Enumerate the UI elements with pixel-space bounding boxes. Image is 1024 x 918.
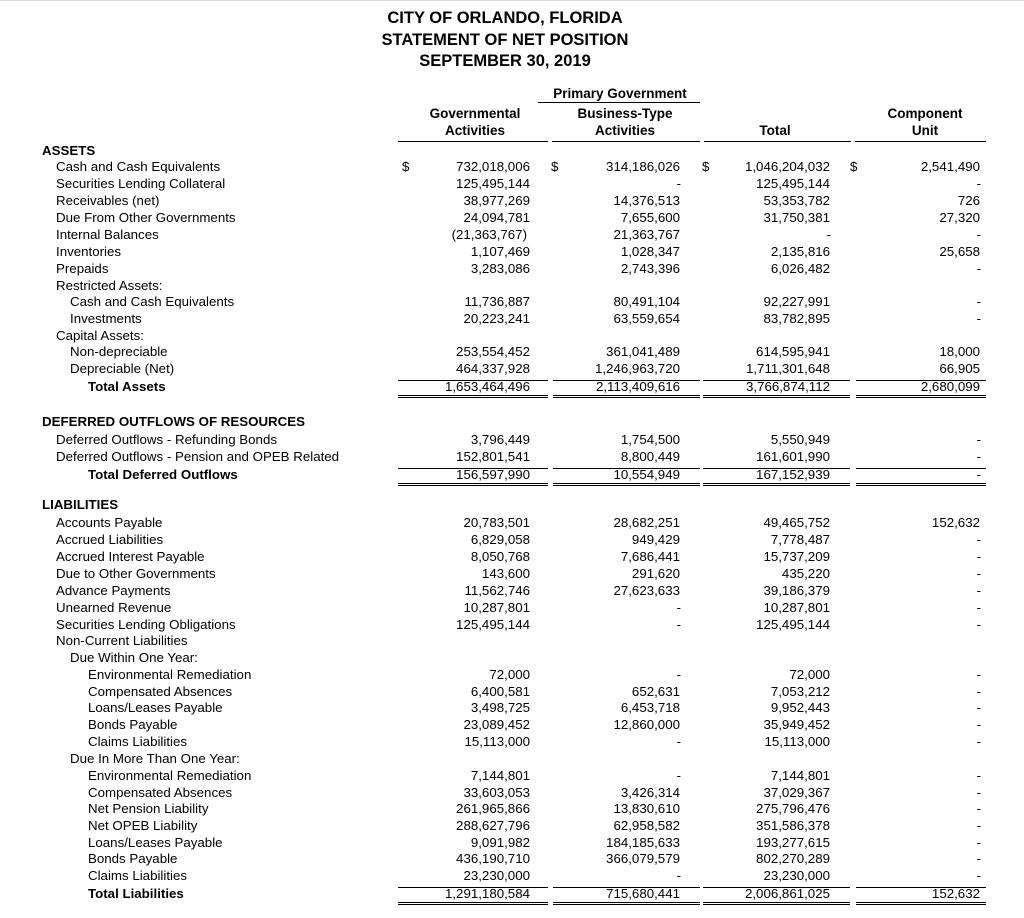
cell-bonds-payable-governmental: 23,089,452 xyxy=(463,717,530,732)
currency-symbol-component-unit: $ xyxy=(850,159,858,174)
cell-loans-leases-payable-business-type: 184,185,633 xyxy=(606,835,680,850)
cell-due-from-other-governments-business-type: 7,655,600 xyxy=(620,210,680,225)
cell-investments-total: 83,782,895 xyxy=(763,311,830,326)
cell-inventories-governmental: 1,107,469 xyxy=(470,244,530,259)
cell-due-from-other-governments-total: 31,750,381 xyxy=(763,210,830,225)
cell-depreciable-net-component-unit: 66,905 xyxy=(939,361,980,376)
cell-deferred-outflows-refunding-bonds-governmental: 3,796,449 xyxy=(470,432,530,447)
cell-securities-lending-obligations-total: 125,495,144 xyxy=(756,617,830,632)
cell-accrued-interest-payable-business-type: 7,686,441 xyxy=(620,549,680,564)
row-label-claims-liabilities: Claims Liabilities xyxy=(88,868,188,883)
component-unit-header-line2: Unit xyxy=(911,123,939,138)
row-label-compensated-absences: Compensated Absences xyxy=(88,785,233,800)
business-type-header-line2: Activities xyxy=(594,123,656,138)
row-label-bonds-payable: Bonds Payable xyxy=(88,851,178,866)
cell-depreciable-net-governmental: 464,337,928 xyxy=(456,361,530,376)
cell-inventories-total: 2,135,816 xyxy=(770,244,830,259)
cell-total-deferred-outflows-total: 167,152,939 xyxy=(756,467,830,482)
cell-net-opeb-liability-business-type: 62,958,582 xyxy=(613,818,680,833)
cell-cash-and-cash-equivalents-business-type: 80,491,104 xyxy=(613,294,680,309)
cell-total-deferred-outflows-business-type: 10,554,949 xyxy=(613,467,680,482)
cell-net-opeb-liability-governmental: 288,627,796 xyxy=(456,818,530,833)
cell-accrued-interest-payable-total: 15,737,209 xyxy=(763,549,830,564)
cell-bonds-payable-governmental: 436,190,710 xyxy=(456,851,530,866)
cell-receivables-net-total: 53,353,782 xyxy=(763,193,830,208)
cell-unearned-revenue-governmental: 10,287,801 xyxy=(463,600,530,615)
cell-loans-leases-payable-total: 193,277,615 xyxy=(756,835,830,850)
cell-accrued-liabilities-governmental: 6,829,058 xyxy=(470,532,530,547)
row-label-environmental-remediation: Environmental Remediation xyxy=(88,667,252,682)
row-label-restricted-assets: Restricted Assets: xyxy=(56,278,163,293)
cell-net-pension-liability-total: 275,796,476 xyxy=(756,801,830,816)
row-label-depreciable-net: Depreciable (Net) xyxy=(70,361,175,376)
row-label-deferred-outflows-refunding-bonds: Deferred Outflows - Refunding Bonds xyxy=(56,432,277,447)
row-label-due-from-other-governments: Due From Other Governments xyxy=(56,210,236,225)
cell-bonds-payable-business-type: 12,860,000 xyxy=(613,717,680,732)
row-label-assets: ASSETS xyxy=(42,143,96,158)
cell-securities-lending-obligations-business-type: - xyxy=(676,617,681,632)
row-label-deferred-outflows-pension-and-opeb-related: Deferred Outflows - Pension and OPEB Related xyxy=(56,449,340,464)
row-label-cash-and-cash-equivalents: Cash and Cash Equivalents xyxy=(56,159,221,174)
cell-accrued-liabilities-business-type: 949,429 xyxy=(631,532,680,547)
cell-receivables-net-business-type: 14,376,513 xyxy=(613,193,680,208)
cell-accrued-interest-payable-governmental: 8,050,768 xyxy=(470,549,530,564)
cell-net-pension-liability-component-unit: - xyxy=(976,801,981,816)
cell-deferred-outflows-refunding-bonds-component-unit: - xyxy=(976,432,981,447)
cell-total-liabilities-governmental: 1,291,180,584 xyxy=(444,886,530,901)
cell-prepaids-component-unit: - xyxy=(976,261,981,276)
cell-deferred-outflows-pension-and-opeb-related-total: 161,601,990 xyxy=(756,449,830,464)
row-label-compensated-absences: Compensated Absences xyxy=(88,684,233,699)
cell-compensated-absences-governmental: 33,603,053 xyxy=(463,785,530,800)
cell-unearned-revenue-total: 10,287,801 xyxy=(763,600,830,615)
row-label-securities-lending-obligations: Securities Lending Obligations xyxy=(56,617,236,632)
cell-total-liabilities-total: 2,006,861,025 xyxy=(744,886,830,901)
cell-claims-liabilities-business-type: - xyxy=(676,734,681,749)
business-type-header-line1: Business-Type xyxy=(577,106,673,121)
cell-net-opeb-liability-component-unit: - xyxy=(976,818,981,833)
cell-advance-payments-component-unit: - xyxy=(976,583,981,598)
row-label-liabilities: LIABILITIES xyxy=(42,497,119,512)
cell-cash-and-cash-equivalents-governmental: 11,736,887 xyxy=(464,294,530,309)
cell-depreciable-net-total: 1,711,301,648 xyxy=(745,361,830,376)
cell-receivables-net-component-unit: 726 xyxy=(957,193,980,208)
cell-accounts-payable-component-unit: 152,632 xyxy=(931,515,980,530)
total-header-rule xyxy=(704,141,851,142)
cell-advance-payments-total: 39,186,379 xyxy=(763,583,830,598)
governmental-header-line2: Activities xyxy=(444,123,506,138)
governmental-header-line1: Governmental xyxy=(429,106,521,121)
cell-accrued-liabilities-component-unit: - xyxy=(976,532,981,547)
cell-cash-and-cash-equivalents-total: 1,046,204,032 xyxy=(744,159,830,174)
page-top-border xyxy=(0,0,1024,1)
cell-deferred-outflows-pension-and-opeb-related-governmental: 152,801,541 xyxy=(456,449,530,464)
row-label-loans-leases-payable: Loans/Leases Payable xyxy=(88,835,223,850)
business-type-header-rule xyxy=(552,141,700,142)
row-label-total-assets: Total Assets xyxy=(88,379,166,394)
cell-bonds-payable-total: 35,949,452 xyxy=(763,717,830,732)
cell-prepaids-total: 6,026,482 xyxy=(770,261,830,276)
cell-total-assets-component-unit: 2,680,099 xyxy=(920,379,980,394)
cell-deferred-outflows-pension-and-opeb-related-business-type: 8,800,449 xyxy=(620,449,680,464)
row-label-net-pension-liability: Net Pension Liability xyxy=(88,801,209,816)
cell-cash-and-cash-equivalents-business-type: 314,186,026 xyxy=(606,159,680,174)
row-label-non-current-liabilities: Non-Current Liabilities xyxy=(56,633,188,648)
cell-loans-leases-payable-business-type: 6,453,718 xyxy=(620,700,680,715)
cell-bonds-payable-component-unit: - xyxy=(976,851,981,866)
cell-internal-balances-total: - xyxy=(826,227,831,242)
row-label-deferred-outflows-of-resources: DEFERRED OUTFLOWS OF RESOURCES xyxy=(42,414,305,429)
cell-inventories-business-type: 1,028,347 xyxy=(620,244,680,259)
cell-total-assets-business-type: 2,113,409,616 xyxy=(595,379,680,394)
cell-securities-lending-obligations-component-unit: - xyxy=(976,617,981,632)
cell-inventories-component-unit: 25,658 xyxy=(939,244,980,259)
cell-total-assets-total: 3,766,874,112 xyxy=(745,379,830,394)
cell-deferred-outflows-pension-and-opeb-related-component-unit: - xyxy=(976,449,981,464)
cell-cash-and-cash-equivalents-component-unit: - xyxy=(976,294,981,309)
cell-environmental-remediation-total: 7,144,801 xyxy=(770,768,830,783)
cell-cash-and-cash-equivalents-total: 92,227,991 xyxy=(763,294,830,309)
row-label-net-opeb-liability: Net OPEB Liability xyxy=(88,818,198,833)
cell-loans-leases-payable-governmental: 3,498,725 xyxy=(470,700,530,715)
row-label-due-to-other-governments: Due to Other Governments xyxy=(56,566,216,581)
total-header: Total xyxy=(759,123,791,138)
cell-bonds-payable-total: 802,270,289 xyxy=(756,851,830,866)
cell-environmental-remediation-business-type: - xyxy=(676,768,681,783)
cell-non-depreciable-component-unit: 18,000 xyxy=(939,344,980,359)
row-label-internal-balances: Internal Balances xyxy=(56,227,159,242)
cell-securities-lending-collateral-governmental: 125,495,144 xyxy=(456,176,530,191)
primary-government-rule xyxy=(538,102,700,103)
cell-cash-and-cash-equivalents-governmental: 732,018,006 xyxy=(456,159,530,174)
cell-internal-balances-component-unit: - xyxy=(976,227,981,242)
cell-non-depreciable-total: 614,595,941 xyxy=(756,344,830,359)
cell-deferred-outflows-refunding-bonds-business-type: 1,754,500 xyxy=(620,432,680,447)
cell-claims-liabilities-component-unit: - xyxy=(976,868,981,883)
cell-deferred-outflows-refunding-bonds-total: 5,550,949 xyxy=(770,432,830,447)
currency-symbol-governmental: $ xyxy=(402,159,410,174)
row-label-receivables-net: Receivables (net) xyxy=(56,193,160,208)
cell-securities-lending-collateral-business-type: - xyxy=(676,176,681,191)
cell-due-to-other-governments-total: 435,220 xyxy=(781,566,830,581)
cell-non-depreciable-business-type: 361,041,489 xyxy=(606,344,680,359)
row-label-claims-liabilities: Claims Liabilities xyxy=(88,734,188,749)
cell-investments-component-unit: - xyxy=(976,311,981,326)
cell-due-from-other-governments-component-unit: 27,320 xyxy=(939,210,980,225)
cell-accounts-payable-total: 49,465,752 xyxy=(763,515,830,530)
cell-compensated-absences-component-unit: - xyxy=(976,684,981,699)
row-label-total-deferred-outflows: Total Deferred Outflows xyxy=(88,467,238,482)
row-label-inventories: Inventories xyxy=(56,244,122,259)
cell-total-liabilities-component-unit: 152,632 xyxy=(931,886,980,901)
cell-loans-leases-payable-governmental: 9,091,982 xyxy=(470,835,530,850)
row-label-accounts-payable: Accounts Payable xyxy=(56,515,163,530)
cell-due-to-other-governments-component-unit: - xyxy=(976,566,981,581)
cell-compensated-absences-total: 7,053,212 xyxy=(770,684,830,699)
cell-environmental-remediation-component-unit: - xyxy=(976,768,981,783)
report-statement-title: STATEMENT OF NET POSITION xyxy=(381,30,629,49)
cell-internal-balances-governmental: (21,363,767) xyxy=(451,227,527,242)
currency-symbol-total: $ xyxy=(702,159,710,174)
cell-due-from-other-governments-governmental: 24,094,781 xyxy=(463,210,530,225)
cell-claims-liabilities-total: 15,113,000 xyxy=(764,734,830,749)
row-label-environmental-remediation: Environmental Remediation xyxy=(88,768,252,783)
cell-claims-liabilities-governmental: 23,230,000 xyxy=(463,868,530,883)
cell-environmental-remediation-component-unit: - xyxy=(976,667,981,682)
cell-environmental-remediation-total: 72,000 xyxy=(789,667,830,682)
cell-receivables-net-governmental: 38,977,269 xyxy=(463,193,530,208)
cell-loans-leases-payable-component-unit: - xyxy=(976,700,981,715)
cell-investments-business-type: 63,559,654 xyxy=(613,311,680,326)
cell-net-opeb-liability-total: 351,586,378 xyxy=(756,818,830,833)
row-label-due-in-more-than-one-year: Due In More Than One Year: xyxy=(70,751,240,766)
cell-loans-leases-payable-component-unit: - xyxy=(976,835,981,850)
cell-compensated-absences-business-type: 3,426,314 xyxy=(620,785,680,800)
cell-environmental-remediation-business-type: - xyxy=(676,667,681,682)
row-label-prepaids: Prepaids xyxy=(56,261,109,276)
primary-government-header: Primary Government xyxy=(553,86,687,101)
cell-compensated-absences-component-unit: - xyxy=(976,785,981,800)
cell-net-pension-liability-governmental: 261,965,866 xyxy=(456,801,530,816)
currency-symbol-business-type: $ xyxy=(551,159,559,174)
row-label-advance-payments: Advance Payments xyxy=(56,583,171,598)
cell-claims-liabilities-component-unit: - xyxy=(976,734,981,749)
cell-due-to-other-governments-business-type: 291,620 xyxy=(631,566,680,581)
cell-total-deferred-outflows-governmental: 156,597,990 xyxy=(456,467,530,482)
row-label-loans-leases-payable: Loans/Leases Payable xyxy=(88,700,223,715)
cell-accrued-interest-payable-component-unit: - xyxy=(976,549,981,564)
component-unit-header-line1: Component xyxy=(887,106,963,121)
cell-total-assets-governmental: 1,653,464,496 xyxy=(444,379,530,394)
cell-bonds-payable-component-unit: - xyxy=(976,717,981,732)
row-label-capital-assets: Capital Assets: xyxy=(56,328,144,343)
cell-compensated-absences-governmental: 6,400,581 xyxy=(470,684,530,699)
cell-net-pension-liability-business-type: 13,830,610 xyxy=(613,801,680,816)
cell-depreciable-net-business-type: 1,246,963,720 xyxy=(594,361,680,376)
cell-total-deferred-outflows-component-unit: - xyxy=(976,467,981,482)
row-label-total-liabilities: Total Liabilities xyxy=(88,886,184,901)
cell-total-liabilities-business-type: 715,680,441 xyxy=(606,886,680,901)
report-date-title: SEPTEMBER 30, 2019 xyxy=(419,52,591,70)
cell-investments-governmental: 20,223,241 xyxy=(463,311,530,326)
cell-accounts-payable-business-type: 28,682,251 xyxy=(613,515,680,530)
cell-loans-leases-payable-total: 9,952,443 xyxy=(770,700,830,715)
report-entity-title: CITY OF ORLANDO, FLORIDA xyxy=(387,9,623,27)
cell-due-to-other-governments-governmental: 143,600 xyxy=(481,566,530,581)
cell-environmental-remediation-governmental: 72,000 xyxy=(489,667,530,682)
cell-advance-payments-governmental: 11,562,746 xyxy=(464,583,530,598)
row-label-due-within-one-year: Due Within One Year: xyxy=(70,650,198,665)
cell-compensated-absences-total: 37,029,367 xyxy=(763,785,830,800)
cell-prepaids-governmental: 3,283,086 xyxy=(470,261,530,276)
cell-claims-liabilities-total: 23,230,000 xyxy=(763,868,830,883)
cell-internal-balances-business-type: 21,363,767 xyxy=(613,227,680,242)
cell-accrued-liabilities-total: 7,778,487 xyxy=(770,532,830,547)
cell-prepaids-business-type: 2,743,396 xyxy=(620,261,680,276)
cell-securities-lending-collateral-component-unit: - xyxy=(976,176,981,191)
row-label-accrued-interest-payable: Accrued Interest Payable xyxy=(56,549,205,564)
cell-bonds-payable-business-type: 366,079,579 xyxy=(606,851,680,866)
row-label-unearned-revenue: Unearned Revenue xyxy=(56,600,172,615)
cell-unearned-revenue-business-type: - xyxy=(676,600,681,615)
cell-compensated-absences-business-type: 652,631 xyxy=(631,684,680,699)
cell-environmental-remediation-governmental: 7,144,801 xyxy=(470,768,530,783)
cell-cash-and-cash-equivalents-component-unit: 2,541,490 xyxy=(920,159,980,174)
row-label-accrued-liabilities: Accrued Liabilities xyxy=(56,532,164,547)
row-label-investments: Investments xyxy=(70,311,142,326)
cell-accounts-payable-governmental: 20,783,501 xyxy=(463,515,530,530)
cell-unearned-revenue-component-unit: - xyxy=(976,600,981,615)
cell-securities-lending-collateral-total: 125,495,144 xyxy=(756,176,830,191)
cell-advance-payments-business-type: 27,623,633 xyxy=(613,583,680,598)
cell-securities-lending-obligations-governmental: 125,495,144 xyxy=(456,617,530,632)
row-label-non-depreciable: Non-depreciable xyxy=(70,344,168,359)
component-unit-header-rule xyxy=(855,141,986,142)
cell-non-depreciable-governmental: 253,554,452 xyxy=(456,344,530,359)
row-label-bonds-payable: Bonds Payable xyxy=(88,717,178,732)
row-label-securities-lending-collateral: Securities Lending Collateral xyxy=(56,176,226,191)
cell-claims-liabilities-business-type: - xyxy=(676,868,681,883)
cell-claims-liabilities-governmental: 15,113,000 xyxy=(464,734,530,749)
governmental-header-rule xyxy=(398,141,548,142)
row-label-cash-and-cash-equivalents: Cash and Cash Equivalents xyxy=(70,294,235,309)
